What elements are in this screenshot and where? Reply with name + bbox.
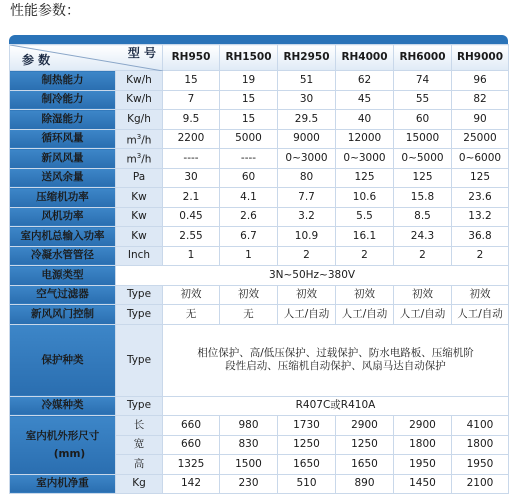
table-row — [10, 324, 509, 396]
table-cell: 74 — [394, 71, 452, 91]
table-cell: 0.45 — [163, 207, 220, 227]
table-cell: 29.5 — [278, 110, 336, 130]
table-row — [10, 305, 509, 325]
table-cell: 初效 — [394, 285, 452, 305]
row-unit: Inch — [116, 246, 163, 266]
row-label: 冷媒种类 — [10, 396, 116, 416]
model-header-label: 型 号 — [127, 46, 156, 60]
table-cell: 人工/自动 — [394, 305, 452, 325]
table-cell: 15 — [220, 90, 278, 110]
table-cell: 51 — [278, 71, 336, 91]
protection-value — [163, 324, 509, 396]
row-unit: $m^3/h$ — [116, 149, 163, 169]
table-cell: 60 — [394, 110, 452, 130]
table-row — [10, 168, 509, 188]
table-cell: 初效 — [220, 285, 278, 305]
table-cell: 0~6000 — [452, 149, 509, 169]
table-cell: 9000 — [278, 129, 336, 149]
protection-line-1: 相位保护、高/低压保护、过载保护、防水电路板、压缩机阶 — [197, 347, 474, 359]
row-unit: Type — [116, 305, 163, 325]
table-cell: 15 — [163, 71, 220, 91]
row-label: 制热能力 — [10, 71, 116, 91]
table-cell: 0~5000 — [394, 149, 452, 169]
table-cell: 980 — [220, 416, 278, 436]
table-cell: 25000 — [452, 129, 509, 149]
table-row — [10, 207, 509, 227]
row-label: 新风风量 — [10, 149, 116, 169]
table-cell: 6.7 — [220, 227, 278, 247]
row-label: 风机功率 — [10, 207, 116, 227]
dims-label-line-1: 室内机外形尺寸 — [25, 429, 100, 442]
table-cell: 1650 — [278, 455, 336, 475]
table-cell: 2 — [336, 246, 394, 266]
row-unit: Kw — [116, 207, 163, 227]
table-cell: ---- — [220, 149, 278, 169]
table-cell: 2100 — [452, 474, 509, 494]
model-header-cell: RH6000 — [394, 45, 452, 71]
table-cell: 1950 — [452, 455, 509, 475]
table-cell: 24.3 — [394, 227, 452, 247]
table-cell: 初效 — [163, 285, 220, 305]
table-cell: 1250 — [278, 435, 336, 455]
table-cell: 82 — [452, 90, 509, 110]
table-cell: 0~3000 — [278, 149, 336, 169]
table-cell: 1500 — [220, 455, 278, 475]
row-unit: Pa — [116, 168, 163, 188]
row-label: 制冷能力 — [10, 90, 116, 110]
table-cell: 660 — [163, 435, 220, 455]
table-cell: 15 — [220, 110, 278, 130]
table-cell: 1650 — [336, 455, 394, 475]
table-cell: 10.9 — [278, 227, 336, 247]
table-row — [10, 246, 509, 266]
table-cell: 125 — [394, 168, 452, 188]
table-cell: 23.6 — [452, 188, 509, 208]
table-cell: 2900 — [336, 416, 394, 436]
table-cell: 15.8 — [394, 188, 452, 208]
table-cell: 5.5 — [336, 207, 394, 227]
table-row — [10, 474, 509, 494]
table-cell: 0~3000 — [336, 149, 394, 169]
table-cell: 初效 — [278, 285, 336, 305]
row-unit: Type — [116, 396, 163, 416]
table-cell: 2 — [394, 246, 452, 266]
table-cell: 人工/自动 — [278, 305, 336, 325]
protection-line-2: 段性启动、压缩机自动保护、风扇马达自动保护 — [225, 360, 446, 372]
row-unit: 长 — [116, 416, 163, 436]
model-header-cell: RH9000 — [452, 45, 509, 71]
dims-label — [10, 416, 116, 475]
table-cell: 142 — [163, 474, 220, 494]
row-label: 冷凝水管管径 — [10, 246, 116, 266]
row-unit: Kg/h — [116, 110, 163, 130]
table-cell: 9.5 — [163, 110, 220, 130]
table-cell: 15000 — [394, 129, 452, 149]
header-corner-cell — [10, 45, 163, 71]
table-cell: 90 — [452, 110, 509, 130]
table-cell: 1800 — [452, 435, 509, 455]
row-label: 保护种类 — [10, 324, 116, 396]
table-cell: 230 — [220, 474, 278, 494]
row-label: 室内机净重 — [10, 474, 116, 494]
table-cell: 125 — [452, 168, 509, 188]
table-cell: 1730 — [278, 416, 336, 436]
header-row — [10, 45, 509, 71]
table-cell: 人工/自动 — [336, 305, 394, 325]
table-cell: 12000 — [336, 129, 394, 149]
table-row — [10, 129, 509, 149]
table-cell: 1450 — [394, 474, 452, 494]
table-cell: 30 — [278, 90, 336, 110]
table-cell: 830 — [220, 435, 278, 455]
table-cell: 2900 — [394, 416, 452, 436]
row-unit: 高 — [116, 455, 163, 475]
table-cell: 2.1 — [163, 188, 220, 208]
table-row — [10, 266, 509, 286]
table-row — [10, 188, 509, 208]
row-unit: Type — [116, 324, 163, 396]
table-cell: 30 — [163, 168, 220, 188]
table-cell: 40 — [336, 110, 394, 130]
model-header-cell: RH950 — [163, 45, 220, 71]
table-row — [10, 285, 509, 305]
model-header-cell: RH4000 — [336, 45, 394, 71]
table-row — [10, 149, 509, 169]
power-value: 3N~50Hz~380V — [116, 266, 509, 286]
table-cell: 2.55 — [163, 227, 220, 247]
table-cell: 125 — [336, 168, 394, 188]
page-caption: 性能参数： — [10, 3, 80, 19]
table-cell: 60 — [220, 168, 278, 188]
table-cell: 无 — [220, 305, 278, 325]
table-cell: 7 — [163, 90, 220, 110]
table-cell: 16.1 — [336, 227, 394, 247]
refrigerant-value: R407C或R410A — [163, 396, 509, 416]
table-cell: 36.8 — [452, 227, 509, 247]
table-cell: 1250 — [336, 435, 394, 455]
table-cell: 55 — [394, 90, 452, 110]
spec-table — [9, 44, 509, 494]
table-cell: 1 — [163, 246, 220, 266]
table-cell: 2.6 — [220, 207, 278, 227]
table-cell: 初效 — [452, 285, 509, 305]
table-cell: 890 — [336, 474, 394, 494]
table-row — [10, 227, 509, 247]
table-cell: 1 — [220, 246, 278, 266]
row-label: 电源类型 — [10, 266, 116, 286]
row-unit: Type — [116, 285, 163, 305]
table-cell: 510 — [278, 474, 336, 494]
row-unit: Kw/h — [116, 71, 163, 91]
table-cell: 初效 — [336, 285, 394, 305]
table-cell: 660 — [163, 416, 220, 436]
row-label: 压缩机功率 — [10, 188, 116, 208]
table-cell: 1325 — [163, 455, 220, 475]
table-cell: 45 — [336, 90, 394, 110]
row-label: 空气过滤器 — [10, 285, 116, 305]
table-row — [10, 110, 509, 130]
row-unit: Kw — [116, 227, 163, 247]
table-cell: 7.7 — [278, 188, 336, 208]
row-unit: $m^3/h$ — [116, 129, 163, 149]
table-cell: 1950 — [394, 455, 452, 475]
row-unit: Kg — [116, 474, 163, 494]
table-cell: 无 — [163, 305, 220, 325]
row-unit: 宽 — [116, 435, 163, 455]
table-cell: 19 — [220, 71, 278, 91]
table-row — [10, 71, 509, 91]
row-label: 新风风门控制 — [10, 305, 116, 325]
table-cell: 2 — [278, 246, 336, 266]
row-unit: Kw — [116, 188, 163, 208]
dims-label-line-2: (mm) — [53, 447, 86, 460]
model-header-cell: RH2950 — [278, 45, 336, 71]
table-row — [10, 416, 509, 436]
table-cell: 13.2 — [452, 207, 509, 227]
table-cell: 80 — [278, 168, 336, 188]
row-label: 送风余量 — [10, 168, 116, 188]
table-cell: 10.6 — [336, 188, 394, 208]
table-cell: 1800 — [394, 435, 452, 455]
table-cell: 人工/自动 — [452, 305, 509, 325]
table-cell: 4100 — [452, 416, 509, 436]
row-label: 除湿能力 — [10, 110, 116, 130]
table-cell: 2 — [452, 246, 509, 266]
table-row — [10, 396, 509, 416]
table-cell: 5000 — [220, 129, 278, 149]
row-label: 循环风量 — [10, 129, 116, 149]
param-header-label: 参 数 — [22, 53, 51, 67]
table-cell: 96 — [452, 71, 509, 91]
row-unit: Kw/h — [116, 90, 163, 110]
table-cell: 8.5 — [394, 207, 452, 227]
table-cell: 62 — [336, 71, 394, 91]
model-header-cell: RH1500 — [220, 45, 278, 71]
table-row — [10, 90, 509, 110]
table-cell: 4.1 — [220, 188, 278, 208]
table-cell: ---- — [163, 149, 220, 169]
table-cell: 2200 — [163, 129, 220, 149]
table-cell: 3.2 — [278, 207, 336, 227]
row-label: 室内机总输入功率 — [10, 227, 116, 247]
